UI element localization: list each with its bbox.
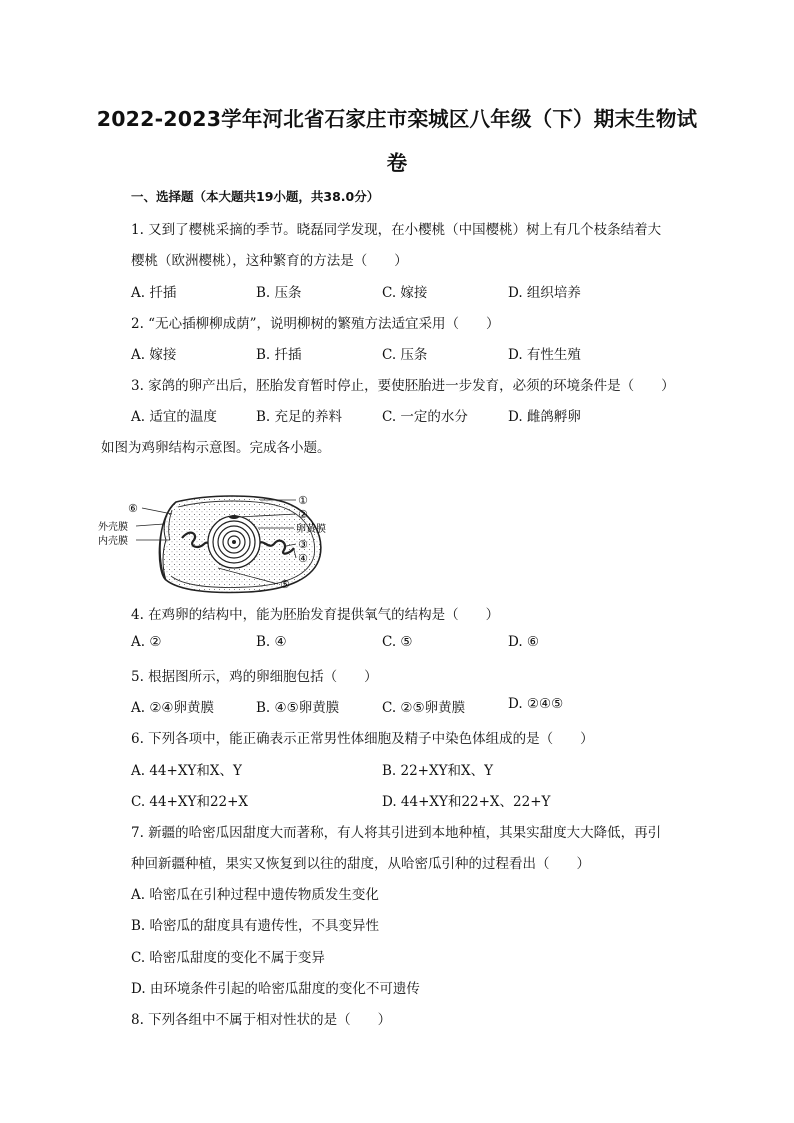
question-6-option-d: D. 44+XY和22+X、22+Y [382,794,551,810]
label-outer-shell-membrane: 外壳膜 [98,522,128,533]
germinal-disc [229,515,239,519]
question-2-line-1: 2. “无心插柳柳成荫”，说明柳树的繁殖方法适宜采用（ ） [131,316,500,332]
label-5: ⑤ [280,578,290,591]
question-4-option-c: C. ⑤ [382,634,413,650]
page-title-line1: 2022-2023学年河北省石家庄市栾城区八年级（下）期末生物试 [96,107,698,131]
figure-intro-text: 如图为鸡卵结构示意图。完成各小题。 [101,440,331,456]
question-1-option-d: D. 组织培养 [508,285,581,301]
question-6-option-c: C. 44+XY和22+X [131,794,249,810]
question-5-option-c: C. ②⑤卵黄膜 [382,700,466,716]
question-5-option-b: B. ④⑤卵黄膜 [256,700,340,716]
question-2-option-a: A. 嫁接 [131,347,177,363]
question-4-line-1: 4. 在鸡卵的结构中，能为胚胎发育提供氧气的结构是（ ） [131,607,500,623]
question-1-option-a: A. 扦插 [131,285,177,301]
question-3-option-c: C. 一定的水分 [382,409,468,425]
label-2: ② [298,508,308,521]
question-7-line-2: 种回新疆种植，果实又恢复到以往的甜度，从哈密瓜引种的过程看出（ ） [131,856,590,872]
question-1-option-c: C. 嫁接 [382,285,428,301]
question-7-option-d: D. 由环境条件引起的哈密瓜甜度的变化不可遗传 [131,981,420,997]
egg-structure-diagram [98,488,338,598]
yolk-center [232,540,236,544]
question-5-option-d: D. ②④⑤ [508,696,564,712]
question-7-line-1: 7. 新疆的哈密瓜因甜度大而著称，有人将其引进到本地种植，其果实甜度大大降低，再引 [131,825,662,841]
section-heading: 一、选择题（本大题共19小题，共38.0分） [131,189,380,204]
question-5-option-a: A. ②④卵黄膜 [131,700,215,716]
page-title-line2: 卷 [386,151,408,175]
question-3-option-b: B. 充足的养料 [256,409,343,425]
label-4: ④ [298,552,308,565]
question-6-option-b: B. 22+XY和X、Y [382,763,494,779]
question-3-option-d: D. 雌鸽孵卵 [508,409,581,425]
question-2-option-c: C. 压条 [382,347,428,363]
question-3-option-a: A. 适宜的温度 [131,409,217,425]
question-7-option-c: C. 哈密瓜甜度的变化不属于变异 [131,950,325,966]
question-7-option-a: A. 哈密瓜在引种过程中遗传物质发生变化 [131,887,379,903]
question-3-line-1: 3. 家鸽的卵产出后，胚胎发育暂时停止，要使胚胎进一步发育，必须的环境条件是（ ） [131,378,675,394]
question-4-option-d: D. ⑥ [508,634,540,650]
question-4-option-b: B. ④ [256,634,287,650]
label-6: ⑥ [128,502,138,515]
question-7-option-b: B. 哈密瓜的甜度具有遗传性，不具变异性 [131,918,380,934]
question-6-line-1: 6. 下列各项中，能正确表示正常男性体细胞及精子中染色体组成的是（ ） [131,731,594,747]
label-inner-shell-membrane: 内壳膜 [98,536,128,547]
label-yolk-membrane: 卵黄膜 [296,524,326,535]
question-5-line-1: 5. 根据图所示，鸡的卵细胞包括（ ） [131,669,378,685]
question-1-option-b: B. 压条 [256,285,302,301]
question-6-option-a: A. 44+XY和X、Y [131,763,242,779]
question-2-option-b: B. 扦插 [256,347,302,363]
question-8-line-1: 8. 下列各组中不属于相对性状的是（ ） [131,1012,392,1028]
question-4-option-a: A. ② [131,634,162,650]
question-2-option-d: D. 有性生殖 [508,347,581,363]
label-1: ① [298,494,308,507]
label-3: ③ [298,538,308,551]
question-1-line-1: 1. 又到了樱桃采摘的季节。晓磊同学发现，在小樱桃（中国樱桃）树上有几个枝条结着大 [131,222,662,238]
question-1-line-2: 樱桃（欧洲樱桃），这种繁育的方法是（ ） [131,253,408,269]
